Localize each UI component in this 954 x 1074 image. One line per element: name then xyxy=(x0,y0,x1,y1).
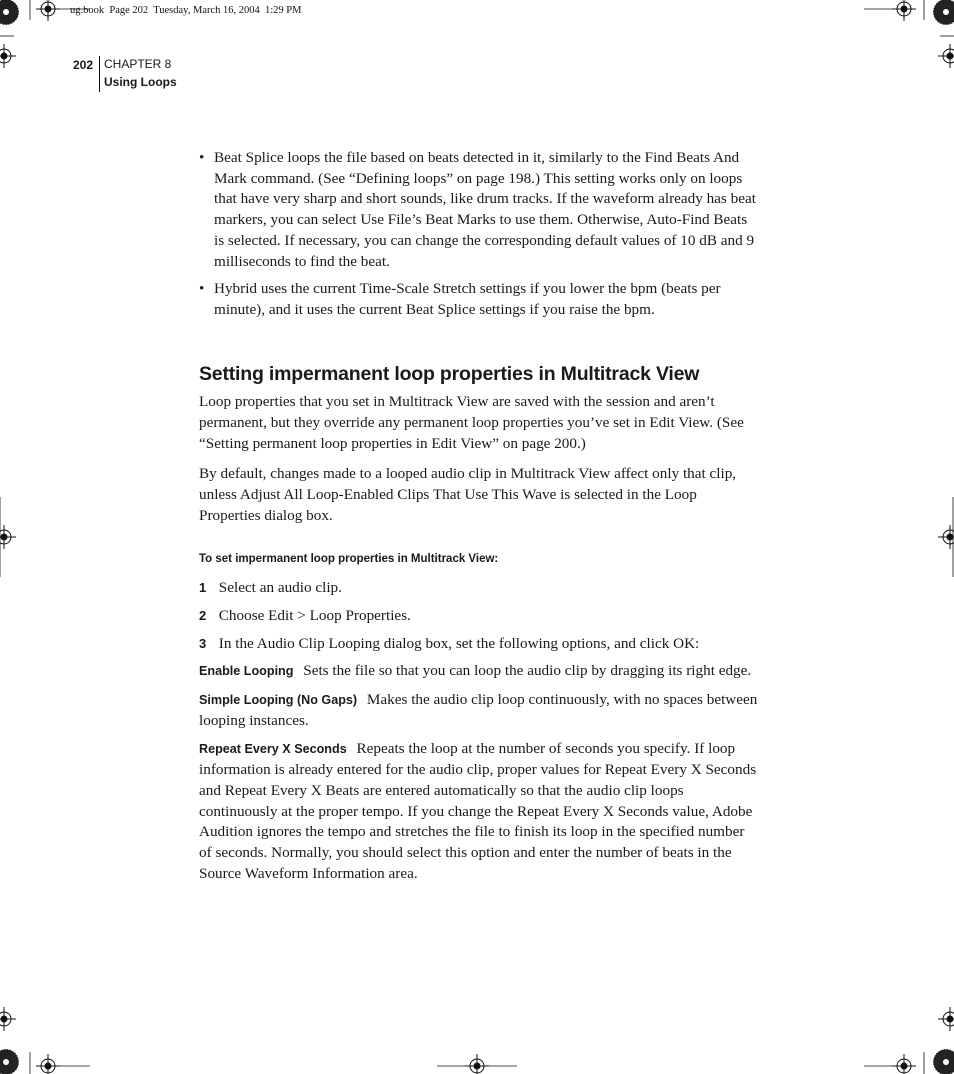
step-item xyxy=(199,634,759,655)
option-item xyxy=(199,690,759,731)
step-text: Select an audio clip. xyxy=(218,579,342,597)
step-item xyxy=(199,606,759,627)
chapter-label: CHAPTER 8 xyxy=(104,57,172,71)
option-description: Makes the audio clip loop continuously, with no spaces between looping instances. xyxy=(199,691,758,729)
step-number: 2 xyxy=(199,607,207,623)
step-text: Choose Edit > Loop Properties. xyxy=(218,606,411,624)
step-number: 1 xyxy=(199,580,207,596)
bullet-text: Beat Splice loops the file based on beats detected in it, similarly to the Find Beats And Mark command. (See “Defining loops” on page 198.) This setting works only on loops that have very sharp and short sounds, like drum tracks. If the waveform already has beat markers, you can select Use File’s Beat Marks to use them. Otherwise, Auto-Find Beats is selected. If necessary, you can change the corresponding default values of 10 dB and 9 milliseconds to find the beat. xyxy=(214,149,756,270)
bullet-icon: • xyxy=(199,149,205,166)
procedure-title: To set impermanent loop properties in Multitrack View: xyxy=(199,552,499,565)
bullet-text: Hybrid uses the current Time-Scale Stretch settings if you lower the bpm (beats per minute), and it uses the current Beat Splice settings if you raise the bpm. xyxy=(214,280,721,318)
option-term: Enable Looping xyxy=(199,664,294,679)
section-heading: Setting impermanent loop properties in Multitrack View xyxy=(199,362,700,385)
main-content xyxy=(199,148,759,892)
option-item xyxy=(199,661,759,682)
option-description: Repeats the loop at the number of seconds you specify. If loop information is already entered for the audio clip, proper values for Repeat Every X Seconds and Repeat Every X Beats are entered automatically so that the audio clip loops continuously at the proper tempo. If you change the Repeat Every X Seconds value, Adobe Audition ignores the tempo and stretches the file to finish its loop in the specified number of seconds. Normally, you should select this option and enter the number of beats in the Source Waveform Information area. xyxy=(199,740,757,882)
chapter-title: Using Loops xyxy=(104,75,177,89)
step-text: In the Audio Clip Looping dialog box, set the following options, and click OK: xyxy=(218,634,700,652)
page-number: 202 xyxy=(73,58,94,72)
print-slug: ug.book Page 202 Tuesday, March 16, 2004 1:29 PM xyxy=(70,5,302,16)
option-term: Repeat Every X Seconds xyxy=(199,742,347,757)
step-number: 3 xyxy=(199,635,207,651)
bullet-icon: • xyxy=(199,280,205,298)
bullet-item xyxy=(199,148,759,272)
header-divider xyxy=(99,56,100,92)
bullet-item xyxy=(199,279,759,320)
option-item xyxy=(199,739,759,884)
option-term: Simple Looping (No Gaps) xyxy=(199,693,358,708)
option-description: Sets the file so that you can loop the audio clip by dragging its right edge. xyxy=(303,662,752,680)
body-paragraph: Loop properties that you set in Multitrack View are saved with the session and aren’t permanent, but they override any permanent loop properties you’ve set in Edit View. (See “Setting permanent loop properties in Edit View” on page 200.) xyxy=(199,393,744,452)
step-item xyxy=(199,578,759,599)
body-paragraph: By default, changes made to a looped audio clip in Multitrack View affect only that clip, unless Adjust All Loop-Enabled Clips That Use This Wave is selected in the Loop Properties dialog box. xyxy=(199,465,737,524)
